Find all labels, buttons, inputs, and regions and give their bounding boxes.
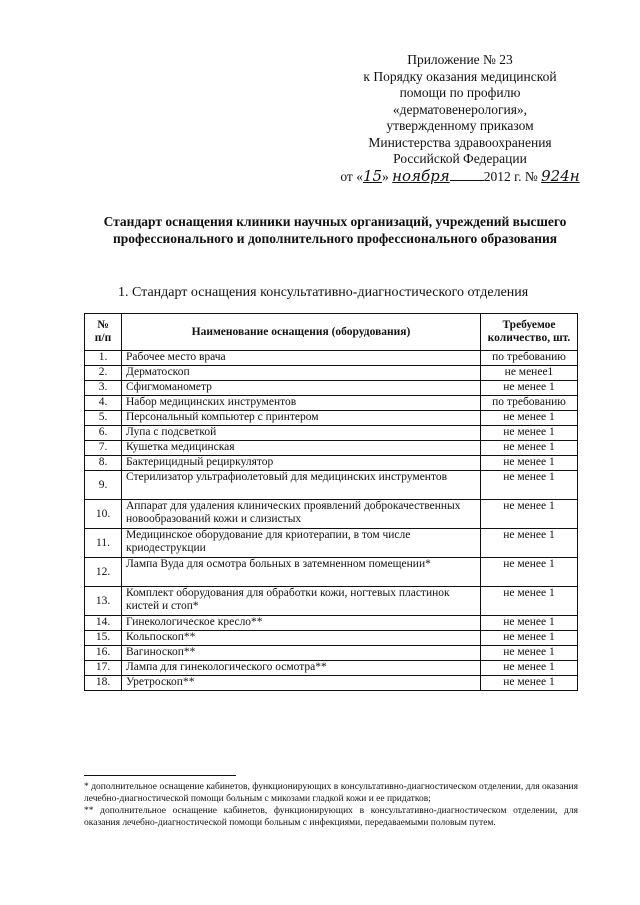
row-number: 3. bbox=[85, 381, 122, 396]
table-row bbox=[85, 351, 578, 366]
row-number: 12. bbox=[85, 558, 122, 587]
equipment-name: Аппарат для удаления клинических проявлений доброкачественных новообразований кожи и слизистых bbox=[122, 500, 481, 529]
table-row bbox=[85, 366, 578, 381]
row-number: 8. bbox=[85, 456, 122, 471]
date-year: 2012 г. № bbox=[483, 168, 538, 184]
required-quantity: не менее 1 bbox=[481, 441, 578, 456]
required-quantity: не менее 1 bbox=[481, 411, 578, 426]
footnote-single-asterisk: * дополнительное оснащение кабинетов, функционирующих в консультативно-диагностическом отделении, для оказания лечебно-диагностической помощи больным с микозами гладкой кожи и ее придатков; bbox=[84, 782, 578, 804]
order-date-line bbox=[330, 168, 590, 186]
required-quantity: не менее1 bbox=[481, 366, 578, 381]
date-underline bbox=[450, 168, 484, 181]
section-heading: 1. Стандарт оснащения консультативно-диагностического отделения bbox=[118, 285, 529, 300]
required-quantity: не менее 1 bbox=[481, 587, 578, 616]
table-row bbox=[85, 587, 578, 616]
equipment-name: Бактерицидный рециркулятор bbox=[122, 456, 481, 471]
required-quantity: не менее 1 bbox=[481, 676, 578, 691]
required-quantity: не менее 1 bbox=[481, 661, 578, 676]
table-row bbox=[85, 646, 578, 661]
column-header-name: Наименование оснащения (оборудования) bbox=[122, 314, 481, 351]
row-number: 15. bbox=[85, 631, 122, 646]
footnote-separator bbox=[84, 775, 236, 776]
row-number: 9. bbox=[85, 471, 122, 500]
required-quantity: не менее 1 bbox=[481, 529, 578, 558]
table-row bbox=[85, 456, 578, 471]
equipment-name: Кушетка медицинская bbox=[122, 441, 481, 456]
table-row bbox=[85, 471, 578, 500]
required-quantity: по требованию bbox=[481, 351, 578, 366]
equipment-name: Комплект оборудования для обработки кожи, ногтевых пластинок кистей и стоп* bbox=[122, 587, 481, 616]
required-quantity: по требованию bbox=[481, 396, 578, 411]
table-row bbox=[85, 396, 578, 411]
order-number-handwritten: 924н bbox=[541, 166, 580, 185]
required-quantity: не менее 1 bbox=[481, 631, 578, 646]
equipment-name: Уретроскоп** bbox=[122, 676, 481, 691]
row-number: 1. bbox=[85, 351, 122, 366]
equipment-name: Гинекологическое кресло** bbox=[122, 616, 481, 631]
appendix-line: помощи по профилю bbox=[399, 85, 521, 100]
table-row bbox=[85, 661, 578, 676]
equipment-name: Набор медицинских инструментов bbox=[122, 396, 481, 411]
equipment-name: Стерилизатор ультрафиолетовый для медицинских инструментов bbox=[122, 471, 481, 500]
equipment-table bbox=[84, 313, 578, 691]
equipment-name: Медицинское оборудование для криотерапии, в том числе криодеструкции bbox=[122, 529, 481, 558]
required-quantity: не менее 1 bbox=[481, 558, 578, 587]
row-number: 2. bbox=[85, 366, 122, 381]
table-row bbox=[85, 441, 578, 456]
row-number: 6. bbox=[85, 426, 122, 441]
appendix-line: Российской Федерации bbox=[393, 151, 527, 166]
equipment-name: Кольпоскоп** bbox=[122, 631, 481, 646]
table-row bbox=[85, 426, 578, 441]
table-row bbox=[85, 381, 578, 396]
row-number: 17. bbox=[85, 661, 122, 676]
table-row bbox=[85, 500, 578, 529]
table-row bbox=[85, 411, 578, 426]
footnotes bbox=[84, 781, 578, 829]
footnote-double-asterisk: ** дополнительное оснащение кабинетов, функционирующих в консультативно-диагностическом отделении, для оказания лечебно-диагностической помощи больным с инфекциями, передаваемыми половым путем. bbox=[84, 806, 578, 828]
table-row bbox=[85, 558, 578, 587]
document-title: Стандарт оснащения клиники научных организаций, учреждений высшего профессионального и дополнительного профессионального образования bbox=[103, 214, 567, 246]
appendix-line: Приложение № 23 bbox=[407, 52, 513, 67]
appendix-line: к Порядку оказания медицинской bbox=[363, 68, 557, 84]
header-qty-line2: количество, шт. bbox=[487, 332, 571, 344]
appendix-line: утвержденному приказом bbox=[386, 118, 534, 133]
required-quantity: не менее 1 bbox=[481, 381, 578, 396]
required-quantity: не менее 1 bbox=[481, 646, 578, 661]
date-mid: » bbox=[382, 168, 389, 184]
equipment-name: Дерматоскоп bbox=[122, 366, 481, 381]
row-number: 11. bbox=[85, 529, 122, 558]
date-month-handwritten: ноября bbox=[392, 166, 450, 185]
equipment-name: Лупа с подсветкой bbox=[122, 426, 481, 441]
header-num-line2: п/п bbox=[94, 332, 112, 344]
date-prefix: от « bbox=[340, 168, 363, 184]
equipment-name: Лампа Вуда для осмотра больных в затемненном помещении* bbox=[122, 558, 481, 587]
row-number: 13. bbox=[85, 587, 122, 616]
table-row bbox=[85, 616, 578, 631]
appendix-line: Министерства здравоохранения bbox=[368, 134, 552, 150]
header-qty-line1: Требуемое bbox=[502, 319, 556, 331]
equipment-name: Вагиноскоп** bbox=[122, 646, 481, 661]
table-header-row bbox=[85, 314, 578, 351]
row-number: 7. bbox=[85, 441, 122, 456]
row-number: 16. bbox=[85, 646, 122, 661]
header-num-line1: № bbox=[97, 319, 109, 331]
column-header-number bbox=[85, 314, 122, 351]
table-row bbox=[85, 529, 578, 558]
required-quantity: не менее 1 bbox=[481, 616, 578, 631]
table-row bbox=[85, 631, 578, 646]
row-number: 10. bbox=[85, 500, 122, 529]
row-number: 4. bbox=[85, 396, 122, 411]
required-quantity: не менее 1 bbox=[481, 456, 578, 471]
table-row bbox=[85, 676, 578, 691]
date-day-handwritten: 15 bbox=[362, 166, 383, 185]
row-number: 18. bbox=[85, 676, 122, 691]
equipment-name: Лампа для гинекологического осмотра** bbox=[122, 661, 481, 676]
required-quantity: не менее 1 bbox=[481, 500, 578, 529]
equipment-name: Персональный компьютер с принтером bbox=[122, 411, 481, 426]
required-quantity: не менее 1 bbox=[481, 471, 578, 500]
appendix-header bbox=[330, 52, 590, 185]
row-number: 5. bbox=[85, 411, 122, 426]
column-header-quantity bbox=[481, 314, 578, 351]
required-quantity: не менее 1 bbox=[481, 426, 578, 441]
equipment-name: Рабочее место врача bbox=[122, 351, 481, 366]
appendix-line: «дерматовенерология», bbox=[392, 101, 528, 117]
row-number: 14. bbox=[85, 616, 122, 631]
equipment-name: Сфигмоманометр bbox=[122, 381, 481, 396]
